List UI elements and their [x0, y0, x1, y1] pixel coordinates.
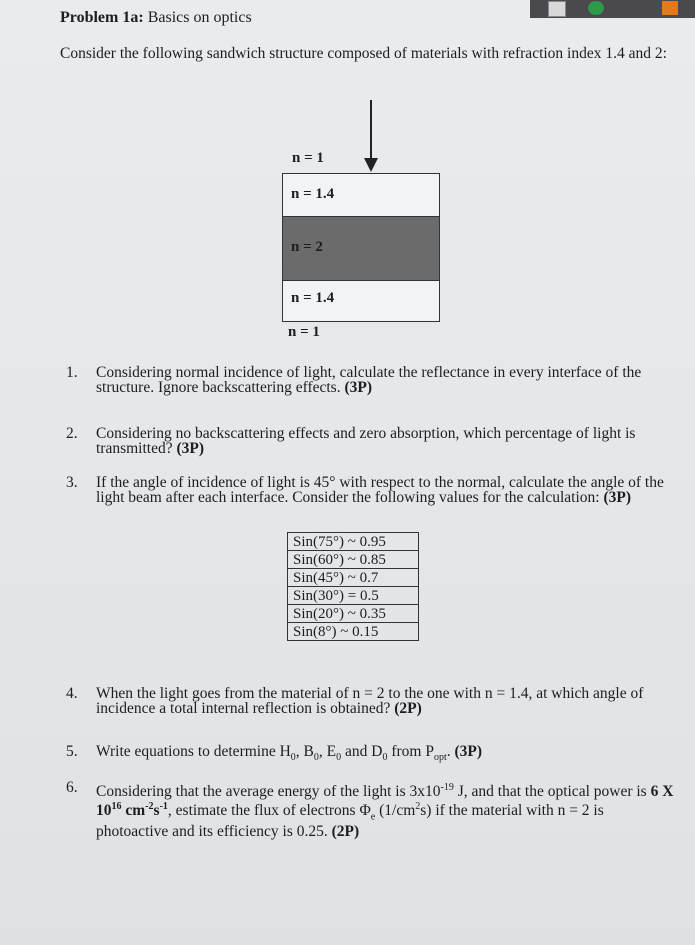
- arrow-head-icon: [364, 158, 378, 172]
- table-row: [288, 569, 419, 587]
- table-cell: Sin(8°) ~ 0.15: [288, 623, 419, 641]
- superscript: -1: [159, 801, 168, 813]
- question-points: (3P): [344, 379, 373, 396]
- question-points: (2P): [394, 700, 422, 717]
- table-cell: Sin(45°) ~ 0.7: [288, 569, 419, 587]
- tray-volume-icon[interactable]: [662, 1, 678, 15]
- problem-label: Problem 1a:: [60, 9, 144, 26]
- table-cell: Sin(20°) ~ 0.35: [288, 605, 419, 623]
- power-unit: s: [153, 802, 160, 820]
- bottom-medium-label: n = 1: [288, 324, 320, 340]
- superscript: 16: [111, 801, 122, 813]
- power-unit: cm: [121, 802, 146, 820]
- question-number: 6.: [66, 779, 78, 796]
- question-text: .: [446, 743, 451, 760]
- table-cell: Sin(75°) ~ 0.95: [288, 533, 419, 551]
- question-text: (1/cm: [375, 802, 416, 820]
- table-row: [288, 533, 419, 551]
- problem-title: [60, 9, 252, 27]
- superscript: -2: [145, 801, 154, 813]
- question-text: Considering that the average energy of the light is 3x10: [96, 783, 441, 801]
- question-points: (3P): [176, 440, 205, 457]
- question-text: If the angle of incidence of light is 45° with respect to the normal, calculate the angle of the light beam after each interface. Consider the following values for the calculation:: [96, 474, 664, 506]
- layer-middle-label: n = 2: [291, 239, 323, 255]
- question-text: J, and that the optical power is: [453, 783, 651, 801]
- subscript: opt: [433, 752, 447, 764]
- question-text: When the light goes from the material of n = 2 to the one with n = 1.4, at which angle of incidence a total internal reflection is obtained?: [96, 685, 644, 717]
- question-text: from P: [387, 743, 434, 760]
- question-points: (3P): [603, 489, 631, 506]
- layer-top-label: n = 1.4: [291, 186, 335, 202]
- table-row: [288, 605, 419, 623]
- superscript: 2: [415, 801, 421, 813]
- subscript: 0: [336, 752, 342, 764]
- subscript: 0: [313, 752, 319, 764]
- question-points: (3P): [454, 743, 483, 760]
- layer-middle: [282, 216, 440, 282]
- question-text: , E: [318, 743, 337, 760]
- question-text: Considering no backscattering effects and zero absorption, which percentage of light is transmitted?: [96, 425, 636, 457]
- layer-bottom: [282, 280, 440, 322]
- layer-bottom-label: n = 1.4: [291, 290, 335, 306]
- question-number: 3.: [66, 474, 78, 491]
- subscript: 0: [290, 752, 296, 764]
- question-text: , B: [295, 743, 314, 760]
- sine-values-table: [287, 532, 419, 641]
- question-number: 2.: [66, 425, 78, 442]
- table-row: [288, 587, 419, 605]
- tray-app-icon[interactable]: [548, 1, 566, 17]
- tray-globe-icon[interactable]: [588, 1, 604, 15]
- question-text: Write equations to determine H: [96, 743, 291, 760]
- question-text: s) if the material with n = 2 is photoactive and its efficiency is 0.25.: [96, 802, 604, 841]
- layer-top: [282, 173, 440, 217]
- subscript: 0: [382, 752, 388, 764]
- question-number: 4.: [66, 685, 78, 702]
- table-row: [288, 623, 419, 641]
- table-row: [288, 551, 419, 569]
- system-tray: [530, 0, 695, 18]
- question-points: (2P): [331, 823, 360, 841]
- question-text: and D: [341, 743, 383, 760]
- top-medium-label: n = 1: [292, 150, 324, 166]
- question-number: 1.: [66, 364, 78, 381]
- problem-intro: Consider the following sandwich structure composed of materials with refraction index 1.4 and 2:: [60, 45, 667, 62]
- subscript: e: [370, 811, 376, 823]
- sandwich-diagram: [282, 100, 442, 350]
- power-value: 6 X 10: [96, 783, 674, 820]
- incident-light-arrow: [370, 100, 372, 162]
- table-cell: Sin(60°) ~ 0.85: [288, 551, 419, 569]
- table-cell: Sin(30°) = 0.5: [288, 587, 419, 605]
- superscript: -19: [440, 782, 454, 793]
- question-text: , estimate the flux of electrons Φ: [167, 802, 371, 820]
- question-number: 5.: [66, 743, 78, 760]
- problem-subject: Basics on optics: [143, 9, 252, 26]
- question-text: Considering normal incidence of light, calculate the reflectance in every interface of the structure. Ignore backscattering effects.: [96, 364, 642, 396]
